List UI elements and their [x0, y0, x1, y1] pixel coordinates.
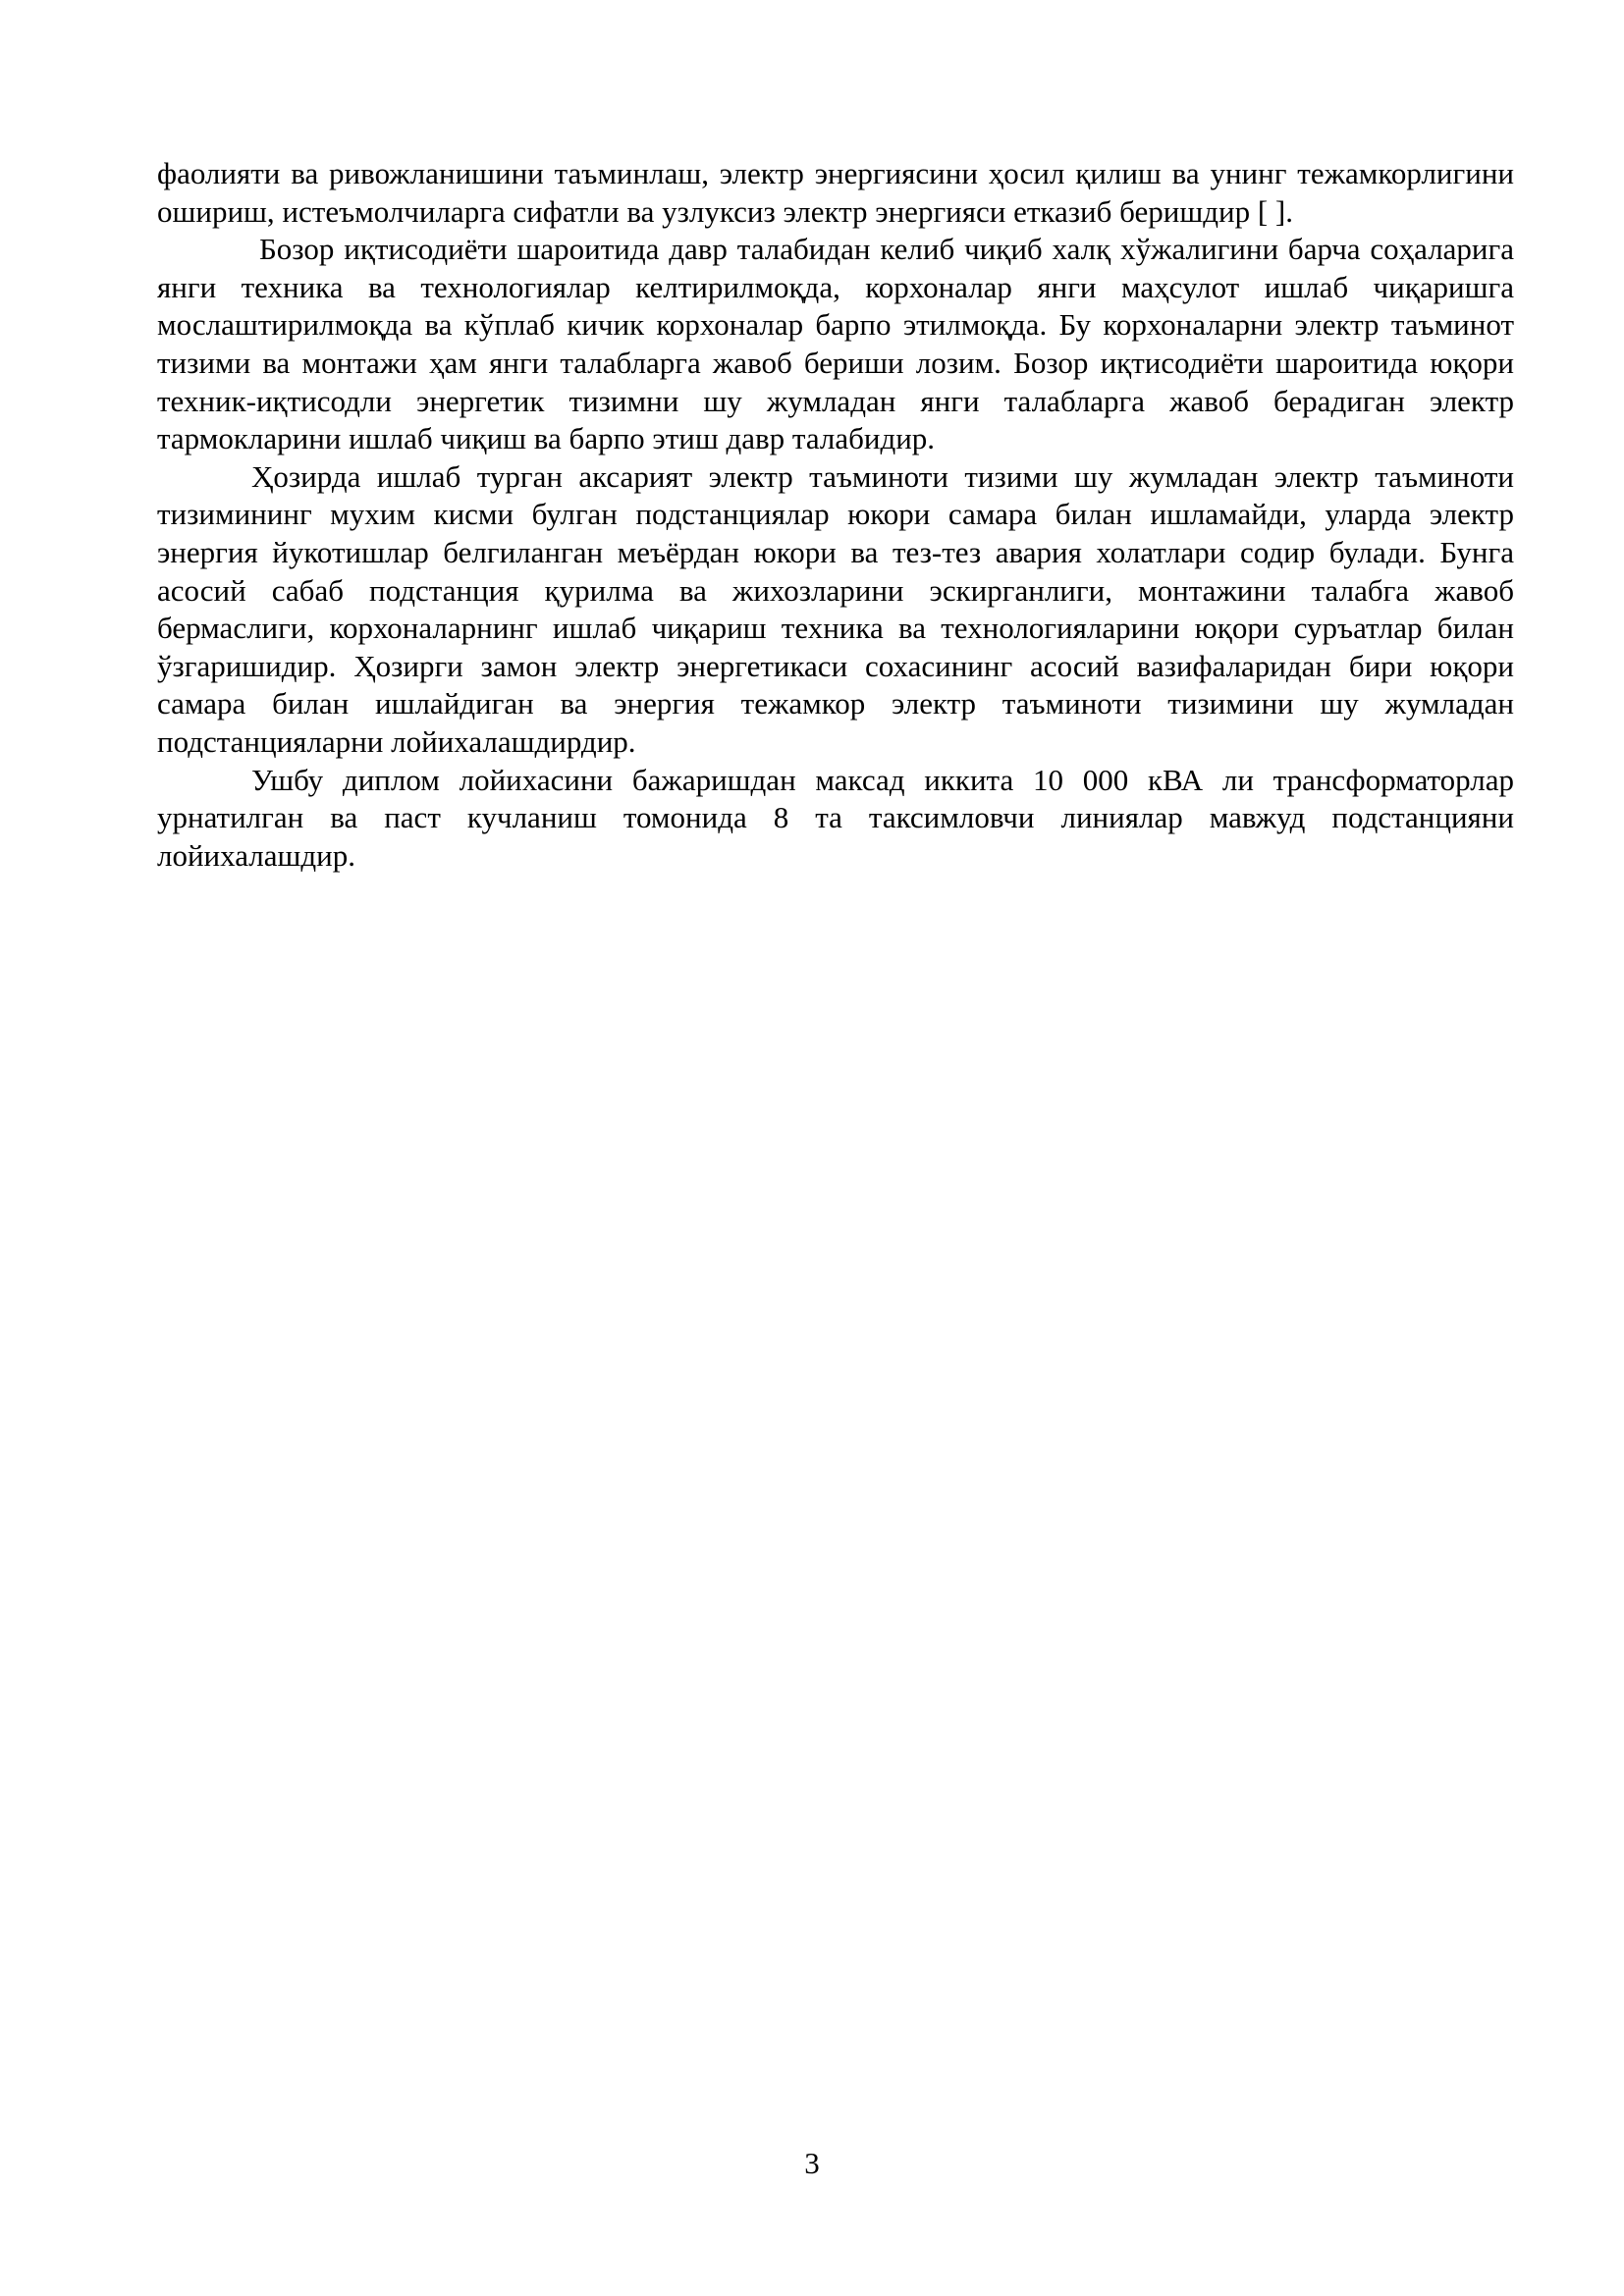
paragraph-4: Ушбу диплом лойихасини бажаришдан максад иккита 10 000 кВА ли трансформаторлар урнатилган ва паст кучланиш томонида 8 та таксимловчи линиялар мавжуд подстанцияни лойихалашдир. [157, 762, 1514, 873]
paragraph-1: фаолияти ва ривожланишини таъминлаш, электр энергиясини ҳосил қилиш ва унинг тежамкорлигини ошириш, истеъмолчиларга сифатли ва узлуксиз электр энергияси етказиб беришдир [ ]. [157, 156, 1514, 229]
document-body [157, 155, 1514, 875]
page-number: 3 [804, 2146, 820, 2180]
paragraph-2: Бозор иқтисодиёти шароитида давр талабидан келиб чиқиб халқ хўжалигини барча соҳаларига янги техника ва технологиялар келтирилмоқда, корхоналар янги маҳсулот ишлаб чиқаришга мослаштирилмоқда ва кўплаб кичик корхоналар барпо этилмоқда. Бу корхоналарни электр таъминот тизими ва монтажи ҳам янги талабларга жавоб бериши лозим. Бозор иқтисодиёти шароитида юқори техник-иқтисодли энергетик тизимни шу жумладан янги талабларга жавоб берадиган электр тармокларини ишлаб чиқиш ва барпо этиш давр талабидир. [157, 232, 1514, 456]
paragraph-3: Ҳозирда ишлаб турган аксарият электр таъминоти тизими шу жумладан электр таъминоти тизимининг мухим кисми булган подстанциялар юкори самара билан ишламайди, уларда электр энергия йукотишлар белгиланган меъёрдан юкори ва тез-тез авария холатлари содир булади. Бунга асосий сабаб подстанция қурилма ва жихозларини эскирганлиги, монтажини талабга жавоб бермаслиги, корхоналарнинг ишлаб чиқариш техника ва технологияларини юқори суръатлар билан ўзгаришидир. Ҳозирги замон электр энергетикаси сохасининг асосий вазифаларидан бири юқори самара билан ишлайдиган ва энергия тежамкор электр таъминоти тизимини шу жумладан подстанцияларни лойихалашдирдир. [157, 458, 1514, 759]
